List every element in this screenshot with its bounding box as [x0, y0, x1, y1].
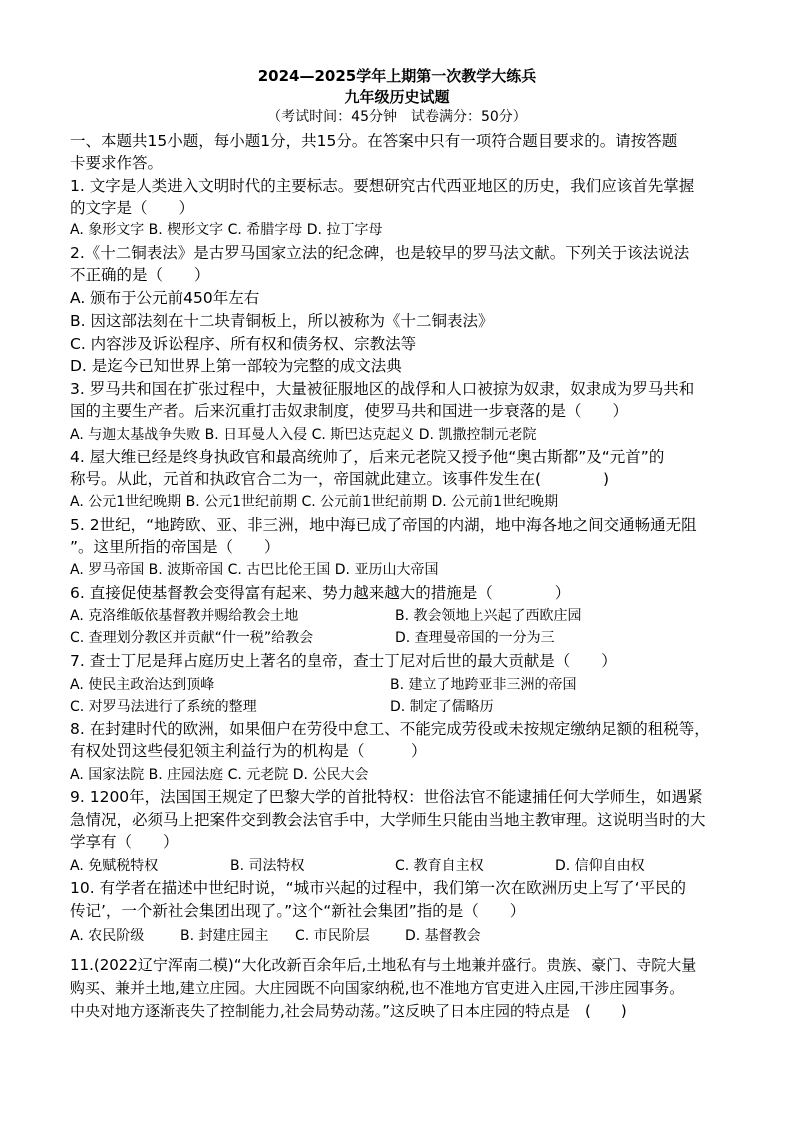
q2-stem-line2: 不正确的是（ ） [70, 266, 210, 284]
exam-info: （考试时间：45分钟 试卷满分：50分） [267, 109, 527, 125]
q9-options [70, 856, 645, 877]
q7-option-b: B. 建立了地跨亚非三洲的帝国 [390, 677, 577, 693]
q6-option-c: C. 查理划分教区并贡献“什一税”给教会 [70, 630, 314, 646]
q11-stem-line3: 中央对地方逐渐丧失了控制能力,社会局势动荡。”这反映了日本庄园的特点是 ( ) [70, 1002, 627, 1020]
q6-options-row2 [70, 628, 555, 649]
q7-option-a: A. 使民主政治达到顶峰 [70, 677, 215, 693]
q8-options: A. 国家法院 B. 庄园法庭 C. 元老院 D. 公民大会 [70, 767, 369, 783]
q5-stem-line2: ”。这里所指的帝国是（ ） [70, 538, 280, 556]
q1-options: A. 象形文字 B. 楔形文字 C. 希腊字母 D. 拉丁字母 [70, 222, 383, 238]
q11-stem-line1: 11.(2022辽宁浑南二模)“大化改新百余年后,土地私有与土地兼并盛行。贵族、豪门、寺院大量 [70, 956, 697, 974]
q5-stem-line1: 5. 2世纪，“地跨欧、亚、非三洲，地中海已成了帝国的内湖，地中海各地之间交通畅通无阻 [70, 516, 697, 534]
q8-stem-line1: 8. 在封建时代的欧洲，如果佃户在劳役中怠工、不能完成劳役或未按规定缴纳足额的租税等， [70, 720, 710, 738]
q6-option-d: D. 查理曼帝国的一分为三 [395, 630, 555, 646]
q2-option-b: B. 因这部法刻在十二块青铜板上，所以被称为《十二铜表法》 [70, 312, 494, 330]
q7-option-d: D. 制定了儒略历 [390, 699, 494, 715]
q1-stem-line1: 1. 文字是人类进入文明时代的主要标志。要想研究古代西亚地区的历史，我们应该首先掌握 [70, 177, 695, 195]
q10-option-c: C. 市民阶层 [295, 928, 370, 944]
q7-options-row2 [70, 697, 494, 718]
section-instruction-line1: 一、本题共15小题，每小题1分，共15分。在答案中只有一项符合题目要求的。请按答题 [70, 132, 678, 150]
q3-stem-line1: 3. 罗马共和国在扩张过程中，大量被征服地区的战俘和人口被掠为奴隶，奴隶成为罗马共和 [70, 380, 695, 398]
q3-stem-line2: 国的主要生产者。后来沉重打击奴隶制度，使罗马共和国进一步衰落的是（ ） [70, 402, 629, 420]
q6-options-row1 [70, 606, 582, 627]
q11-stem-line2: 购买、兼并土地,建立庄园。大庄园既不向国家纳税,也不准地方官吏进入庄园,干涉庄园事务。 [70, 979, 685, 997]
q4-options: A. 公元1世纪晚期 B. 公元1世纪前期 C. 公元前1世纪前期 D. 公元前1世纪晚期 [70, 494, 559, 510]
q10-stem-line2: 传记’，一个新社会集团出现了。”这个“新社会集团”指的是（ ） [70, 902, 526, 920]
q2-option-a: A. 颁布于公元前450年左右 [70, 289, 260, 307]
q1-stem-line2: 的文字是（ ） [70, 199, 195, 217]
q10-option-a: A. 农民阶级 [70, 928, 145, 944]
q4-stem-line1: 4. 屋大维已经是终身执政官和最高统帅了，后来元老院又授予他“奥古斯都”及“元首”的 [70, 448, 665, 466]
q7-stem-line1: 7. 查士丁尼是拜占庭历史上著名的皇帝，查士丁尼对后世的最大贡献是（ ） [70, 652, 617, 670]
q9-option-a: A. 免赋税特权 [70, 858, 159, 874]
q9-stem-line3: 学享有（ ） [70, 833, 179, 851]
q8-stem-line2: 有权处罚这些侵犯领主利益行为的机构是（ ） [70, 742, 427, 760]
q10-stem-line1: 10. 有学者在描述中世纪时说，“城市兴起的过程中，我们第一次在欧洲历史上写了‘平民的 [70, 879, 687, 897]
q10-option-d: D. 基督教会 [405, 928, 481, 944]
q9-stem-line1: 9. 1200年，法国国王规定了巴黎大学的首批特权：世俗法官不能逮捕任何大学师生，如遇紧 [70, 788, 703, 806]
q6-stem-line1: 6. 直接促使基督教会变得富有起来、势力越来越大的措施是（ ） [70, 584, 571, 602]
q10-option-b: B. 封建庄园主 [180, 928, 269, 944]
q7-option-c: C. 对罗马法进行了系统的整理 [70, 699, 257, 715]
q3-options: A. 与迦太基战争失败 B. 日耳曼人入侵 C. 斯巴达克起义 D. 凯撒控制元老院 [70, 427, 537, 443]
q9-option-d: D. 信仰自由权 [555, 858, 645, 874]
q2-stem-line1: 2.《十二铜表法》是古罗马国家立法的纪念碑，也是较早的罗马法文献。下列关于该法说法 [70, 244, 690, 262]
q9-option-c: C. 教育自主权 [395, 858, 484, 874]
q6-option-a: A. 克洛维皈依基督教并赐给教会土地 [70, 608, 299, 624]
q9-option-b: B. 司法特权 [230, 858, 305, 874]
q4-stem-line2: 称号。从此，元首和执政官合二为一，帝国就此建立。该事件发生在( ) [70, 470, 610, 488]
section-instruction-line2: 卡要求作答。 [70, 154, 164, 172]
q2-option-c: C. 内容涉及诉讼程序、所有权和债务权、宗教法等 [70, 335, 417, 353]
q7-options-row1 [70, 675, 577, 696]
q5-options: A. 罗马帝国 B. 波斯帝国 C. 古巴比伦王国 D. 亚历山大帝国 [70, 562, 439, 578]
q9-stem-line2: 急情况，必须马上把案件交到教会法官手中，大学师生只能由当地主教审理。这说明当时的大 [70, 811, 706, 829]
q2-option-d: D. 是迄今已知世界上第一部较为完整的成文法典 [70, 357, 402, 375]
q10-options [70, 926, 481, 947]
q6-option-b: B. 教会领地上兴起了西欧庄园 [395, 608, 582, 624]
exam-title: 2024—2025学年上期第一次教学大练兵 [257, 67, 537, 85]
exam-subtitle: 九年级历史试题 [344, 88, 450, 106]
